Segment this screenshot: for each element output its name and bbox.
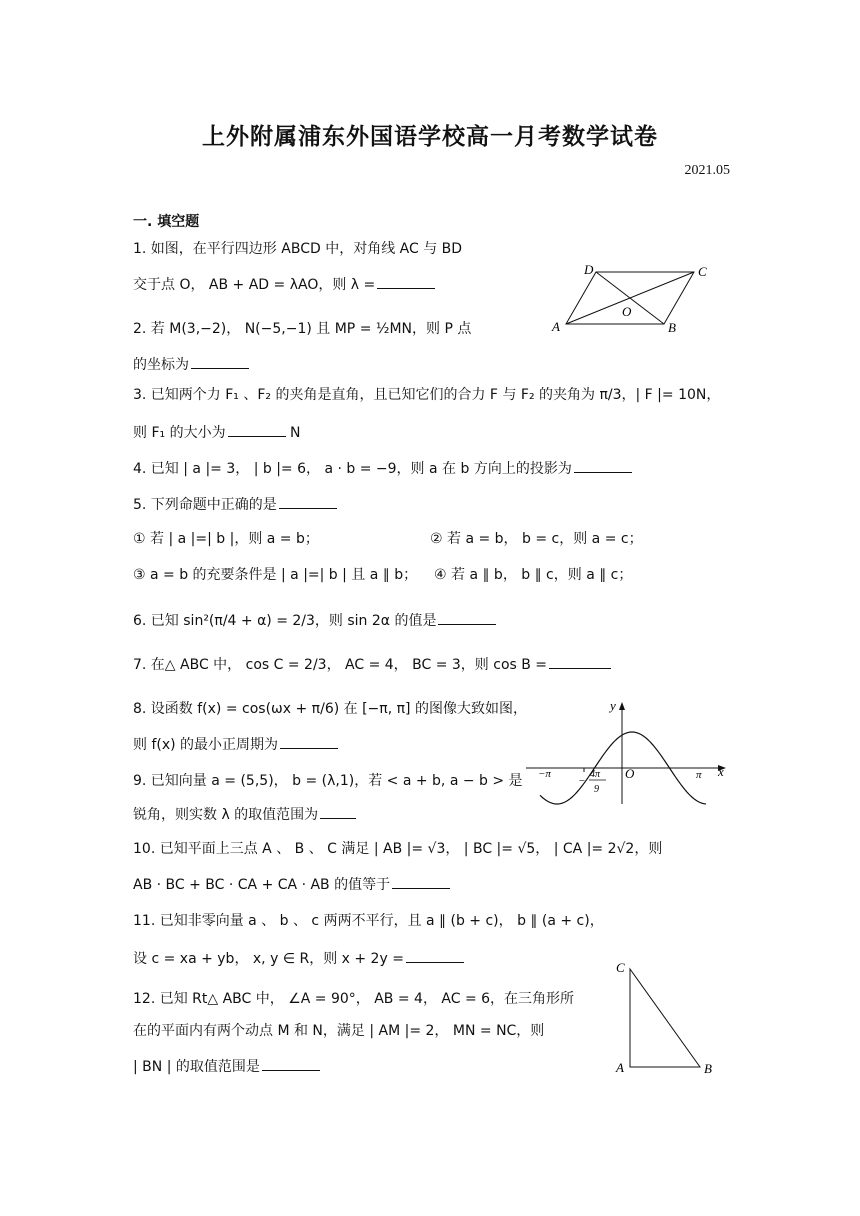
- label-c: C: [616, 960, 625, 975]
- label-o: O: [622, 304, 632, 319]
- q1-line2: [133, 276, 435, 294]
- parallelogram-figure: [550, 262, 720, 338]
- q11-line2: [133, 950, 464, 968]
- q9-line2: [133, 806, 356, 824]
- label-c: C: [698, 264, 707, 279]
- answer-blank: [392, 876, 450, 889]
- answer-blank: [280, 736, 338, 749]
- exam-date: 2021.05: [684, 163, 730, 178]
- q10-line1: 10. 已知平面上三点 A 、 B 、 C 满足 | AB |= √3， | BC |= √5， | CA |= 2√2，则: [133, 841, 663, 857]
- answer-blank: [228, 424, 286, 437]
- origin-label: O: [625, 766, 635, 781]
- section-heading: 一. 填空题: [133, 214, 200, 230]
- q12-line2: 在的平面内有两个动点 M 和 N，满足 | AM |= 2， MN = NC，则: [133, 1023, 545, 1039]
- q6-text: 6. 已知 sin²(π/4 + α) = 2/3，则 sin 2α 的值是: [133, 613, 437, 629]
- cosine-graph-figure: [520, 700, 730, 810]
- q11-line1: 11. 已知非零向量 a 、 b 、 c 两两不平行，且 a ∥ (b + c)， b ∥ (a + c)，: [133, 913, 604, 929]
- triangle-shape: [630, 969, 700, 1067]
- neg-pi-label: −π: [538, 768, 551, 780]
- q3-line1: 3. 已知两个力 F₁ 、F₂ 的夹角是直角，且已知它们的合力 F 与 F₂ 的夹角为 π/3，| F |= 10N，: [133, 387, 721, 403]
- q8-line1: 8. 设函数 f(x) = cos(ωx + π/6) 在 [−π, π] 的图像大致如图，: [133, 701, 527, 717]
- y-axis-arrow: [619, 702, 625, 710]
- q5-option-2: ② 若 a = b， b = c，则 a = c；: [430, 531, 643, 547]
- q9-text: 锐角，则实数 λ 的取值范围为: [133, 807, 319, 823]
- q1-text: 交于点 O， AB + AD = λAO，则 λ =: [133, 277, 376, 293]
- q12-line1: 12. 已知 Rt△ ABC 中， ∠A = 90°， AB = 4， AC = 6，在三角形所: [133, 991, 575, 1007]
- q2-line1: 2. 若 M(3,−2)， N(−5,−1) 且 MP = ½MN，则 P 点: [133, 321, 472, 337]
- q7-line: [133, 656, 611, 674]
- tick-label-numerator: 4π: [590, 769, 601, 780]
- answer-blank: [279, 496, 337, 509]
- answer-blank: [574, 460, 632, 473]
- q1-line1: 1. 如图，在平行四边形 ABCD 中，对角线 AC 与 BD: [133, 241, 463, 257]
- q12-text: | BN | 的取值范围是: [133, 1059, 260, 1075]
- q6-line: [133, 612, 496, 630]
- right-triangle-figure: [608, 955, 718, 1077]
- q11-text: 设 c = xa + yb， x, y ∈ R，则 x + 2y =: [133, 951, 404, 967]
- q10-line2: [133, 876, 450, 894]
- q8-text: 则 f(x) 的最小正周期为: [133, 737, 279, 753]
- q5-option-1: ① 若 | a |=| b |，则 a = b；: [133, 531, 319, 547]
- exam-title: 上外附属浦东外国语学校高一月考数学试卷: [202, 124, 658, 150]
- label-d: D: [584, 262, 594, 277]
- q10-text: AB · BC + BC · CA + CA · AB 的值等于: [133, 877, 391, 893]
- y-axis-label: y: [610, 700, 616, 713]
- q3-line2: [133, 424, 301, 442]
- q5-text: 5. 下列命题中正确的是: [133, 497, 277, 513]
- answer-blank: [377, 276, 435, 289]
- answer-blank: [191, 356, 249, 369]
- answer-blank: [320, 806, 356, 819]
- q4-line: [133, 460, 632, 478]
- q2-text: 的坐标为: [133, 357, 189, 373]
- q2-line2: [133, 356, 249, 374]
- answer-blank: [262, 1058, 320, 1071]
- q3-unit: N: [290, 425, 301, 441]
- q3-text: 则 F₁ 的大小为: [133, 425, 226, 441]
- q12-line3: [133, 1058, 320, 1076]
- q9-line1: 9. 已知向量 a = (5,5)， b = (λ,1)，若 < a + b, a − b > 是: [133, 773, 523, 789]
- label-b: B: [668, 320, 676, 335]
- label-b: B: [704, 1061, 712, 1076]
- q5-option-4: ④ 若 a ∥ b， b ∥ c，则 a ∥ c；: [434, 567, 633, 583]
- q5-line: [133, 496, 337, 514]
- pi-label: π: [696, 769, 702, 781]
- x-axis-label: x: [718, 764, 724, 779]
- answer-blank: [438, 612, 496, 625]
- answer-blank: [549, 656, 611, 669]
- tick-label-minus: −: [578, 775, 586, 787]
- q4-text: 4. 已知 | a |= 3， | b |= 6， a · b = −9，则 a 在 b 方向上的投影为: [133, 461, 572, 477]
- q5-option-3: ③ a = b 的充要条件是 | a |=| b | 且 a ∥ b；: [133, 567, 418, 583]
- tick-label-denominator: 9: [594, 784, 599, 795]
- label-a: A: [552, 319, 560, 334]
- label-a: A: [616, 1060, 624, 1075]
- answer-blank: [406, 950, 464, 963]
- q8-line2: [133, 736, 338, 754]
- q7-text: 7. 在△ ABC 中， cos C = 2/3， AC = 4， BC = 3，则 cos B =: [133, 657, 548, 673]
